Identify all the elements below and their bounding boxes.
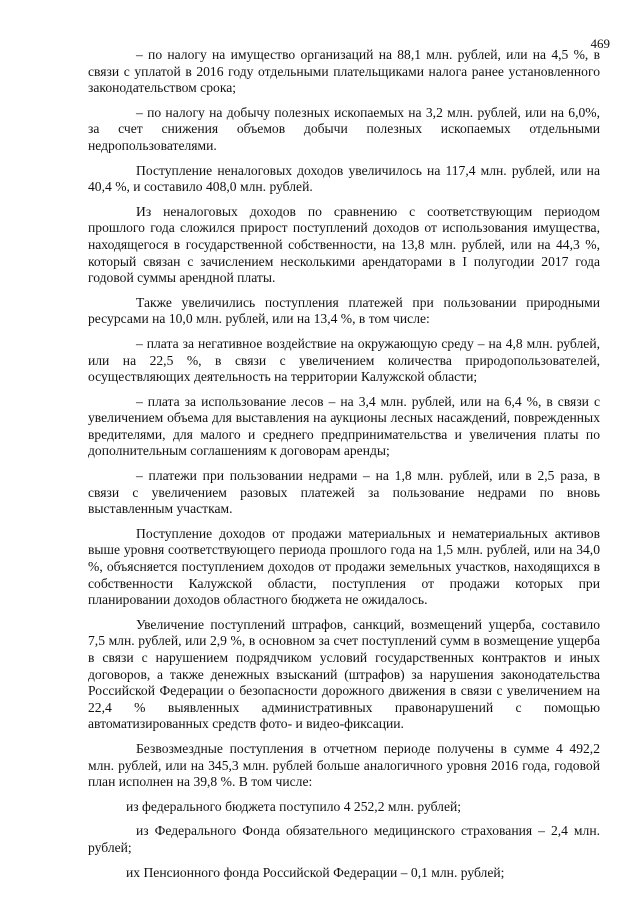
paragraph-subsoil-payments: – платежи при пользовании недрами – на 1,8 млн. рублей, или в 2,5 раза, в связи с увеличением разовых платежей за пользование недрами по вновь выставленным участкам. xyxy=(88,468,600,517)
paragraph-non-tax-income: Поступление неналоговых доходов увеличилось на 117,4 млн. рублей, или на 40,4 %, и составило 408,0 млн. рублей. xyxy=(88,162,600,195)
paragraph-property-tax: – по налогу на имущество организаций на 88,1 млн. рублей, или на 4,5 %, в связи с уплатой в 2016 году отдельными плательщиками налога ранее установленного законодательством срока; xyxy=(88,47,600,96)
paragraph-medical-fund: из Федерального Фонда обязательного медицинского страхования – 2,4 млн. рублей; xyxy=(88,823,600,855)
paragraph-asset-sales: Поступление доходов от продажи материальных и нематериальных активов выше уровня соответствующего периода прошлого года на 1,5 млн. рублей, или на 34,0 %, объясняется поступлением доходов от продажи земельных участков, находящихся в собственности Калужской области, поступления от продажи которых при планировании доходов областного бюджета не ожидалось. xyxy=(88,525,600,608)
paragraph-natural-resources: Также увеличились поступления платежей при пользовании природными ресурсами на 10,0 млн. рублей, или на 13,4 %, в том числе: xyxy=(88,294,600,327)
paragraph-grants: Безвозмездные поступления в отчетном периоде получены в сумме 4 492,2 млн. рублей, или на 345,3 млн. рублей больше аналогичного уровня 2016 года, годовой план исполнен на 39,8 %. В том числе: xyxy=(88,740,600,790)
paragraph-mineral-tax: – по налогу на добычу полезных ископаемых на 3,2 млн. рублей, или на 6,0%, за счет снижения объемов добычи полезных ископаемых отдельными недропользователями. xyxy=(88,104,600,153)
paragraph-pension-fund: их Пенсионного фонда Российской Федерации – 0,1 млн. рублей; xyxy=(126,864,505,880)
paragraph-property-use-income: Из неналоговых доходов по сравнению с соответствующим периодом прошлого года сложился прирост поступлений доходов от использования имущества, находящегося в государственной собственности, на 13,8 млн. рублей, или на 44,3 %, который связан с зачислением несколькими арендаторами в I полугодии 2017 года годовой суммы арендной платы. xyxy=(88,203,600,286)
document-body xyxy=(88,47,600,881)
paragraph-fines: Увеличение поступлений штрафов, санкций, возмещений ущерба, составило 7,5 млн. рублей, или 2,9 %, в основном за счет поступлений сумм в возмещение ущерба в связи с нарушением подрядчиком условий государственных контрактов и иных договоров, а также денежных взысканий (штрафов) за нарушения законодательства Российской Федерации о безопасности дорожного движения в связи с увеличением на 22,4 % выявленных административных правонарушений с помощью автоматизированных средств фото- и видео-фиксации. xyxy=(88,616,600,732)
paragraph-forest-fee: – плата за использование лесов – на 3,4 млн. рублей, или на 6,4 %, в связи с увеличением объема для выставления на аукционы лесных насаждений, поврежденных вредителями, для малого и среднего предпринимательства и увеличения платы по дополнительным соглашениям к договорам аренды; xyxy=(88,393,600,459)
paragraph-federal-budget: из федерального бюджета поступило 4 252,2 млн. рублей; xyxy=(126,798,462,814)
page-number: 469 xyxy=(590,36,610,51)
paragraph-environment-fee: – плата за негативное воздействие на окружающую среду – на 4,8 млн. рублей, или на 22,5 %, в связи с увеличением количества природопользователей, осуществляющих деятельность на территории Калужской области; xyxy=(88,335,600,385)
